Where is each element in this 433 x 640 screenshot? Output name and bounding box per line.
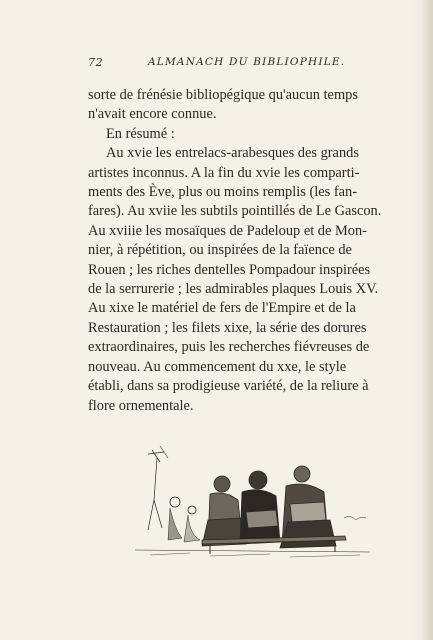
running-title: ALMANACH DU BIBLIOPHILE.	[148, 56, 346, 68]
text-line: artistes inconnus. A la fin du xvie les comparti-	[88, 164, 360, 181]
page-edge-shadow	[413, 0, 433, 640]
text-line: extraordinaires, puis les recherches fiévreuses de	[88, 339, 370, 356]
text-line: flore ornementale.	[88, 397, 194, 414]
text-line: ments des Ève, plus ou moins remplis (les fan-	[88, 184, 357, 201]
text-line: sorte de frénésie bibliopégique qu'aucun temps	[88, 87, 358, 103]
text-line: Au xviiie les mosaïques de Padeloup et de Mon-	[88, 222, 367, 239]
text-line: Au xvie les entrelacs-arabesques des grands	[106, 145, 359, 162]
text-line: fares). Au xviie les subtils pointillés de Le Gascon.	[88, 203, 382, 220]
text-line: Au xixe le matériel de fers de l'Empire et de la	[88, 300, 356, 317]
text-line: de la serrurerie ; les admirables plaques Louis XV.	[88, 281, 379, 298]
text-line: établi, dans sa prodigieuse variété, de la reliure à	[88, 378, 369, 395]
text-line: Restauration ; les filets xixe, la série des dorures	[88, 319, 367, 336]
text-line: n'avait encore connue.	[88, 106, 217, 123]
text-line: En résumé :	[106, 125, 175, 142]
engraving-women-reading-illustration	[130, 440, 375, 560]
text-line: Rouen ; les riches dentelles Pompadour inspirées	[88, 261, 371, 278]
page-header	[88, 56, 388, 76]
page-number: 72	[88, 56, 104, 69]
text-line: nier, à répétition, ou inspirées de la faïence de	[88, 242, 352, 259]
body-text	[88, 86, 391, 416]
text-line: nouveau. Au commencement du xxe, le style	[88, 358, 347, 375]
